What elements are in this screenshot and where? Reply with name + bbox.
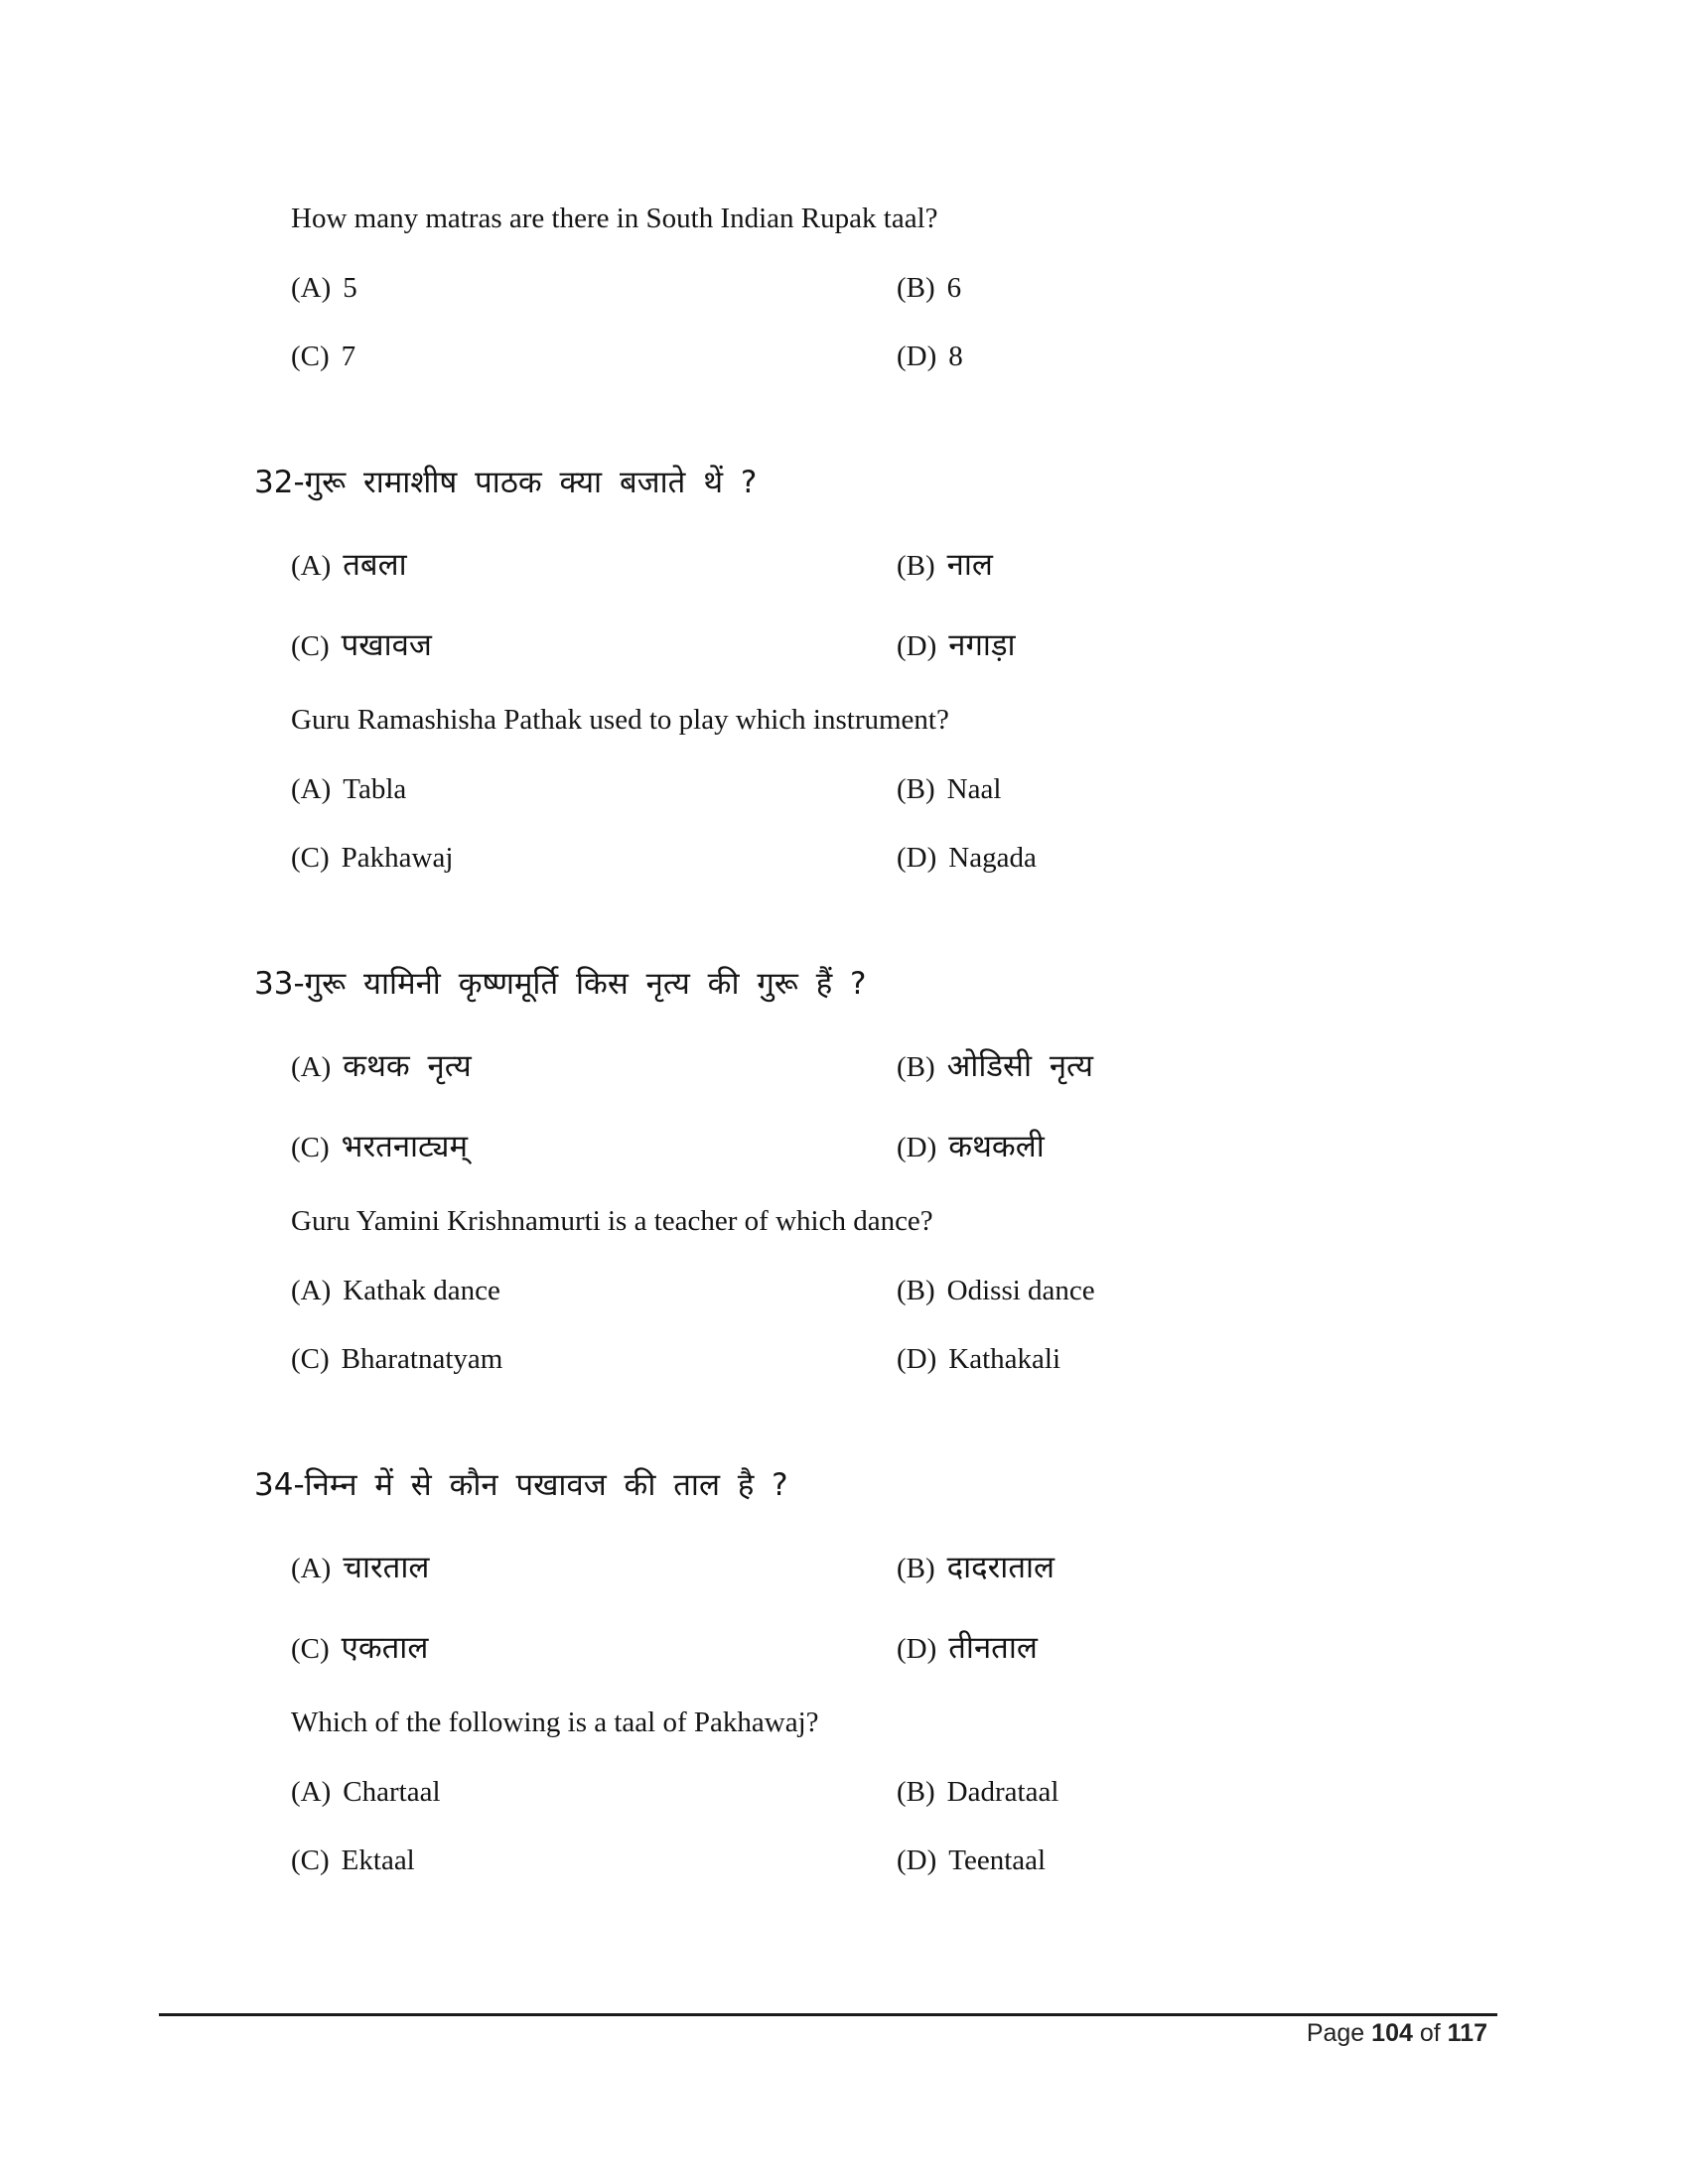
footer-divider <box>159 2013 1497 2016</box>
of-word: of <box>1419 2019 1441 2047</box>
page-indicator <box>1307 2019 1487 2048</box>
q32-hi-option-b: (B) नाल <box>897 547 993 583</box>
total-pages: 117 <box>1447 2019 1487 2047</box>
q34-en-option-b: (B) Dadrataal <box>897 1776 1059 1808</box>
question-34-hi-text: 34-निम्न में से कौन पखावज की ताल है ? <box>254 1467 788 1503</box>
q33-en-option-a: (A) Kathak dance <box>291 1275 500 1306</box>
q31-en-option-c: (C) 7 <box>291 341 356 372</box>
question-34-en-text: Which of the following is a taal of Pakhawaj? <box>291 1706 819 1738</box>
q32-hi-option-c: (C) पखावज <box>291 627 432 663</box>
q34-hi-option-c: (C) एकताल <box>291 1630 429 1666</box>
page-number: 104 <box>1371 2019 1413 2047</box>
q31-en-option-b: (B) 6 <box>897 272 962 304</box>
question-33-en-text: Guru Yamini Krishnamurti is a teacher of which dance? <box>291 1205 933 1237</box>
q33-hi-option-b: (B) ओडिसी नृत्य <box>897 1048 1094 1084</box>
q32-hi-option-a: (A) तबला <box>291 547 407 583</box>
q34-hi-option-b: (B) दादराताल <box>897 1550 1055 1585</box>
question-33-hi-text: 33-गुरू यामिनी कृष्णमूर्ति किस नृत्य की गुरू हैं ? <box>254 966 867 1002</box>
q31-en-option-a: (A) 5 <box>291 272 357 304</box>
q32-en-option-c: (C) Pakhawaj <box>291 842 454 874</box>
question-32-hi-text: 32-गुरू रामाशीष पाठक क्या बजाते थें ? <box>254 465 758 500</box>
q33-hi-option-a: (A) कथक नृत्य <box>291 1048 472 1084</box>
q31-en-option-d: (D) 8 <box>897 341 963 372</box>
q32-en-option-d: (D) Nagada <box>897 842 1037 874</box>
q34-hi-option-d: (D) तीनताल <box>897 1630 1038 1666</box>
q34-hi-option-a: (A) चारताल <box>291 1550 430 1585</box>
q33-en-option-c: (C) Bharatnatyam <box>291 1343 503 1375</box>
q33-hi-option-c: (C) भरतनाट्यम् <box>291 1129 469 1164</box>
q33-en-option-b: (B) Odissi dance <box>897 1275 1095 1306</box>
q32-en-option-b: (B) Naal <box>897 773 1002 805</box>
q32-en-option-a: (A) Tabla <box>291 773 407 805</box>
question-31-en-text: How many matras are there in South Indian Rupak taal? <box>291 203 938 234</box>
q33-hi-option-d: (D) कथकली <box>897 1129 1045 1164</box>
q32-hi-option-d: (D) नगाड़ा <box>897 627 1016 663</box>
q34-en-option-d: (D) Teentaal <box>897 1844 1047 1876</box>
question-32-en-text: Guru Ramashisha Pathak used to play which instrument? <box>291 704 949 736</box>
q34-en-option-c: (C) Ektaal <box>291 1844 415 1876</box>
page-word: Page <box>1306 2019 1365 2047</box>
q33-en-option-d: (D) Kathakali <box>897 1343 1060 1375</box>
q34-en-option-a: (A) Chartaal <box>291 1776 441 1808</box>
